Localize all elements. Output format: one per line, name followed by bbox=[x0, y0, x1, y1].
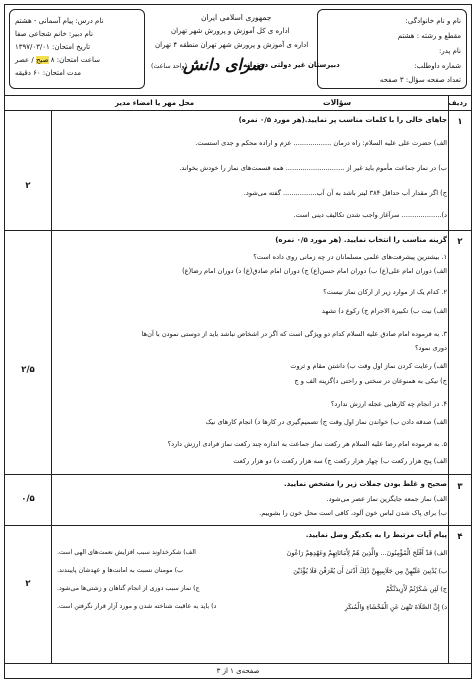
meaning-item: الف) شکرخداوند سبب افزایش نعمت‌های الهی است. bbox=[57, 549, 196, 556]
question-title: پیام آیات مرتبط را به یکدیگر وصل نمایید. bbox=[305, 531, 447, 539]
row-divider bbox=[5, 525, 471, 526]
page-count-label: تعداد صفحه سؤال: ۳ صفحه bbox=[379, 76, 461, 84]
question-number: ۳ bbox=[457, 482, 463, 492]
question-number: ۲ bbox=[457, 237, 463, 247]
question-line: ۳. به فرموده امام صادق علیه السلام کدام دو ویژگی است که اگر در اشخاص نباشد باید از دوستی نمودن با آن‌ها bbox=[141, 330, 447, 338]
header-country: جمهوری اسلامی ایران bbox=[201, 13, 272, 22]
exam-duration-label: مدت امتحان: ۶۰ دقیقه bbox=[15, 69, 82, 77]
seat-number-label: شماره داوطلب: bbox=[414, 62, 461, 70]
school-suffix: (واحد ساعت) bbox=[151, 63, 188, 70]
verse-item: الف) قَدْ أَفْلَحَ الْمُؤْمِنُونَ... وَالَّذِينَ هُمْ لِأَمَانَاتِهِمْ وَعَهْدِهِمْ رَاعُونَ bbox=[286, 549, 447, 557]
question-line: الف) صدقه دادن ب) خواندن نماز اول وقت ج) تصمیم‌گیری در کارها د) انجام کارهای نیک bbox=[205, 418, 447, 426]
question-line: الف) دوران امام علی(ع) ب) دوران امام حسن(ع) ج) دوران امام صادق(ع) د) دوران امام رضا(ع) bbox=[182, 267, 447, 275]
exam-page bbox=[4, 4, 472, 679]
question-line: د)................... سرآغاز واجب شدن تکالیف دینی است. bbox=[293, 211, 447, 219]
question-line: ب) در نماز جماعت مأموم باید غیر از ............................ همه قسمت‌های نماز را خودش بخواند. bbox=[179, 164, 447, 172]
col-header-stamp: محل مهر یا امضاء مدیر bbox=[115, 99, 195, 107]
page-footer: صفحه‌ی ۱ از ۳ bbox=[5, 663, 471, 678]
question-line: ۵. به فرموده امام رضا علیه السلام هر رکعت نماز جماعت به اندازه چند رکعت نماز فرادی ارزش دارد؟ bbox=[167, 440, 447, 448]
row-divider bbox=[5, 474, 471, 475]
col-header-questions: سؤالات bbox=[323, 98, 352, 107]
question-line: ۱. بیشترین پیشرفت‌های علمی مسلمانان در چه زمانی روی داده است؟ bbox=[253, 253, 447, 261]
exam-header bbox=[5, 5, 471, 93]
time-highlight: صبح bbox=[35, 56, 49, 64]
question-line: ۲. کدام یک از موارد زیر از ارکان نماز نیست؟ bbox=[323, 288, 447, 296]
question-title: گزینه مناسب را انتخاب نمایید. (هر مورد ۰/۵ نمره) bbox=[275, 236, 447, 244]
meaning-item: ب) مومنان نسبت به امانت‌ها و عهدشان پایبندند. bbox=[57, 567, 184, 574]
table-top-border bbox=[5, 95, 471, 96]
question-line: دوری نمود؟ bbox=[414, 344, 447, 352]
question-title: جاهای خالی را با کلمات مناسب پر نمایید.(هر مورد ۰/۵ نمره) bbox=[238, 116, 447, 124]
row-divider bbox=[5, 230, 471, 231]
grade-label: مقطع و رشته : هشتم bbox=[397, 32, 461, 40]
verse-item: ج) لَئِن شَكَرْتُمْ لَأَزِيدَنَّكُمْ bbox=[385, 585, 447, 593]
col-header-num: ردیف bbox=[448, 99, 467, 107]
exam-date-label: تاریخ امتحان: ۱۳۹۷/۰۳/۰۱ bbox=[15, 43, 91, 51]
verse-item: د) إِنَّ الصَّلَاةَ تَنْهَىٰ عَنِ الْفَحْشَاءِ وَالْمُنكَرِ bbox=[344, 603, 447, 611]
num-column-divider bbox=[448, 95, 449, 663]
score-column-divider bbox=[51, 110, 52, 663]
question-score: ۲/۵ bbox=[21, 365, 35, 375]
school-logo: سرای دانش bbox=[183, 55, 265, 74]
question-number: ۴ bbox=[457, 532, 463, 542]
lesson-label: نام درس: پیام آسمانی - هشتم bbox=[15, 17, 104, 25]
teacher-label: نام دبیر: خانم شجاعی صفا bbox=[15, 30, 93, 38]
header-district: اداره ی آموزش و پرورش شهر تهران منطقه ۴ تهران bbox=[155, 41, 309, 49]
school-prefix: دبیرستان غیر دولتی دخترانه bbox=[243, 61, 340, 69]
question-line: الف) حضرت علی علیه السلام: راه درمان .................. عزم و اراده محکم و جدی استست. bbox=[195, 139, 447, 147]
question-score: ۲ bbox=[25, 579, 31, 589]
question-line: ج) نیکی به همنوعان در سختی و راحتی د)گزینه الف و ج bbox=[294, 377, 447, 385]
question-number: ۱ bbox=[457, 117, 463, 127]
question-line: الف) نماز جمعه جایگزین نماز عصر می‌شود. bbox=[326, 495, 447, 503]
meaning-item: د) باید به عاقبت شناخته شدن و مورد آزار قرار نگرفتن است. bbox=[57, 603, 217, 610]
table-header-border bbox=[5, 110, 471, 111]
father-name-label: نام پدر: bbox=[438, 47, 461, 55]
meaning-item: ج) نماز سبب دوری از انجام گناهان و زشتی‌ها می‌شود. bbox=[57, 585, 200, 592]
exam-time-label: ساعت امتحان: ۸ صبح / عصر bbox=[15, 56, 100, 64]
question-line: الف) رعایت کردن نماز اول وقت ب) داشتن مقام و ثروت bbox=[290, 362, 447, 370]
question-line: ب) برای پاک شدن لباس خون آلود، کافی است محل خون را بشوییم. bbox=[259, 509, 447, 517]
question-title: صحیح و غلط بودن جملات زیر را مشخص نمایید. bbox=[284, 480, 447, 488]
question-score: ۰/۵ bbox=[21, 494, 35, 504]
question-line: الف) پنج هزار رکعت ب) چهار هزار رکعت ج) سه هزار رکعت د) دو هزار رکعت bbox=[233, 457, 447, 465]
student-name-label: نام و نام خانوادگی: bbox=[405, 17, 461, 25]
question-line: ۴. در انجام چه کارهایی عجله ارزش ندارد؟ bbox=[330, 400, 447, 408]
question-line: ج) اگر مقدار آب حداقل ۳۸۴ لیتر باشد به آن آب................ گفته می‌شود. bbox=[243, 189, 447, 197]
verse-item: ب) يُدْنِينَ عَلَيْهِنَّ مِن جَلَابِيبِهِنَّ ذَٰلِكَ أَدْنَىٰ أَن يُعْرَفْنَ فَلَا يُؤْذَيْنَ bbox=[293, 567, 447, 575]
question-line: الف) نیت ب) تکبیرة الاحرام ج) رکوع د) تشهد bbox=[321, 307, 447, 315]
question-score: ۲ bbox=[25, 181, 31, 191]
header-org: اداره ی کل آموزش و پرورش شهر تهران bbox=[171, 27, 290, 35]
